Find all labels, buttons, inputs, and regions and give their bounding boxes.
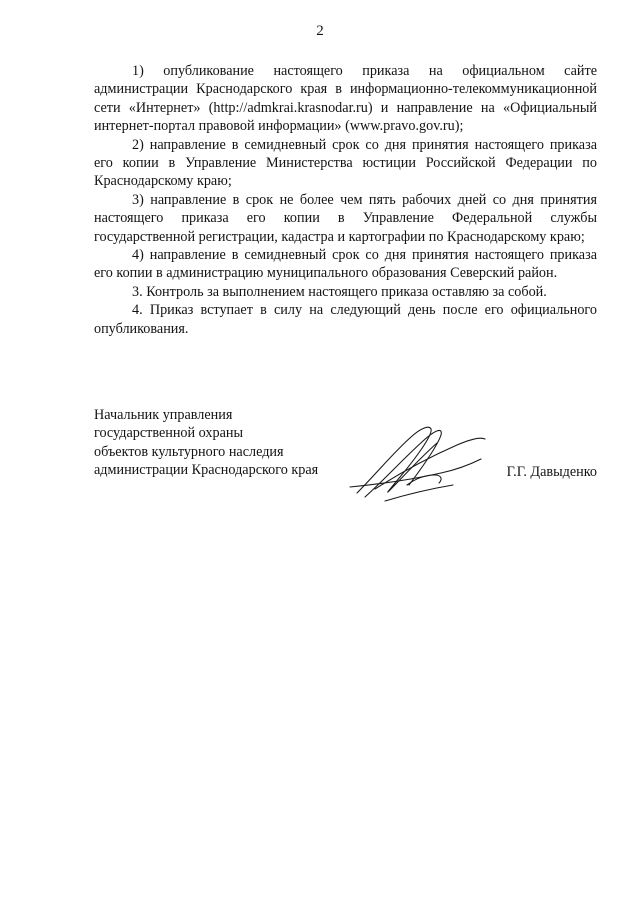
- paragraph-control: 3. Контроль за выполнением настоящего приказа оставляю за собой.: [132, 283, 547, 300]
- paragraph-entry-into-force: 4. Приказ вступает в силу на следующий день после его официального опубликования.: [94, 302, 597, 337]
- paragraph-registration-service: 3) направление в срок не более чем пять рабочих дней со дня принятия настоящего приказа его копии в Управление Федеральной службы государственной регистрации, кадастра и картографии по Краснодарскому краю;: [94, 191, 597, 245]
- position-line: объектов культурного наследия: [94, 443, 284, 460]
- handwritten-signature: [345, 415, 495, 505]
- position-line: администрации Краснодарского края: [94, 462, 319, 479]
- position-line: государственной охраны: [94, 425, 244, 442]
- signatory-name: Г.Г. Давыденко: [506, 464, 597, 480]
- paragraph-seversky-district: 4) направление в семидневный срок со дня принятия настоящего приказа его копии в администрацию муниципального образования Северский район.: [94, 247, 597, 282]
- document-body: [94, 62, 597, 338]
- paragraph-ministry-of-justice: 2) направление в семидневный срок со дня принятия настоящего приказа его копии в Управление Министерства юстиции Российской Федерации по Краснодарскому краю;: [94, 136, 597, 190]
- position-line: Начальник управления: [94, 407, 233, 423]
- signatory-position: [94, 406, 318, 480]
- paragraph-publication: 1) опубликование настоящего приказа на официальном сайте администрации Краснодарского края в информационно-телекоммуникационной сети «Интернет» (http://admkrai.krasnodar.ru) и направление на «Официальный интернет-портал правовой информации» (www.pravo.gov.ru);: [94, 63, 597, 135]
- page-number: 2: [316, 23, 324, 39]
